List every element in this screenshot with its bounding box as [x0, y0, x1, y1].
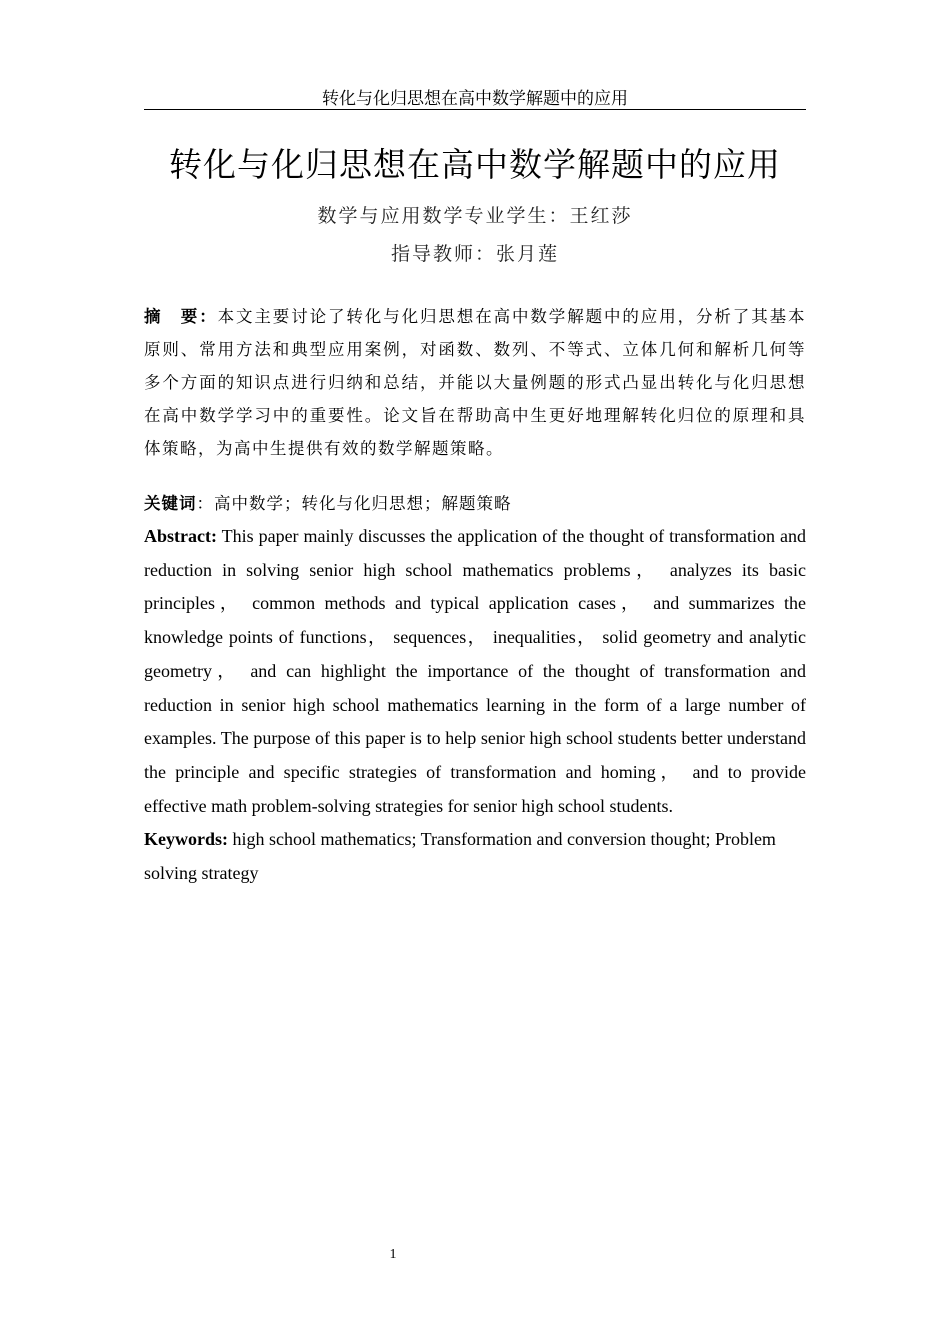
header-rule	[144, 109, 806, 110]
running-header: 转化与化归思想在高中数学解题中的应用	[322, 89, 628, 109]
chinese-abstract	[144, 300, 806, 465]
english-keywords	[144, 823, 806, 890]
chinese-keywords	[144, 489, 806, 519]
english-abstract-text: This paper mainly discusses the application of the thought of transformation and reduction in solving senior high school mathematics problems， analyzes its basic principles， common methods and typical application cases， and summarizes the knowledge points of functions， sequences， inequalities， solid geometry and analytic geometry， and can highlight the importance of the thought of transformation and reduction in senior high school mathematics learning in the form of a large number of examples. The purpose of this paper is to help senior high school students better understand the principle and specific strategies of transformation and homing， and to provide effective math problem-solving strategies for senior high school students.	[144, 526, 806, 816]
advisor-line: 指导教师：张月莲	[390, 243, 559, 265]
english-keywords-text: high school mathematics; Transformation and conversion thought; Problem solving strategy	[144, 829, 776, 883]
page-number: 1	[389, 1247, 397, 1262]
author-line: 数学与应用数学专业学生：王红莎	[317, 205, 633, 227]
chinese-abstract-text: 本文主要讨论了转化与化归思想在高中数学解题中的应用，分析了其基本原则、常用方法和典型应用案例，对函数、数列、不等式、立体几何和解析几何等多个方面的知识点进行归纳和总结，并能以大量例题的形式凸显出转化与化归思想在高中数学学习中的重要性。论文旨在帮助高中生更好地理解转化归位的原理和具体策略，为高中生提供有效的数学解题策略。	[144, 307, 807, 458]
paper-title: 转化与化归思想在高中数学解题中的应用	[169, 145, 781, 184]
english-abstract	[144, 520, 806, 823]
chinese-keywords-text: ：高中数学；转化与化归思想；解题策略	[196, 494, 512, 513]
english-abstract-label: Abstract:	[144, 526, 217, 546]
english-keywords-label: Keywords:	[144, 829, 228, 849]
chinese-keywords-label: 关键词	[144, 494, 197, 513]
chinese-abstract-label: 摘 要：	[144, 307, 218, 326]
